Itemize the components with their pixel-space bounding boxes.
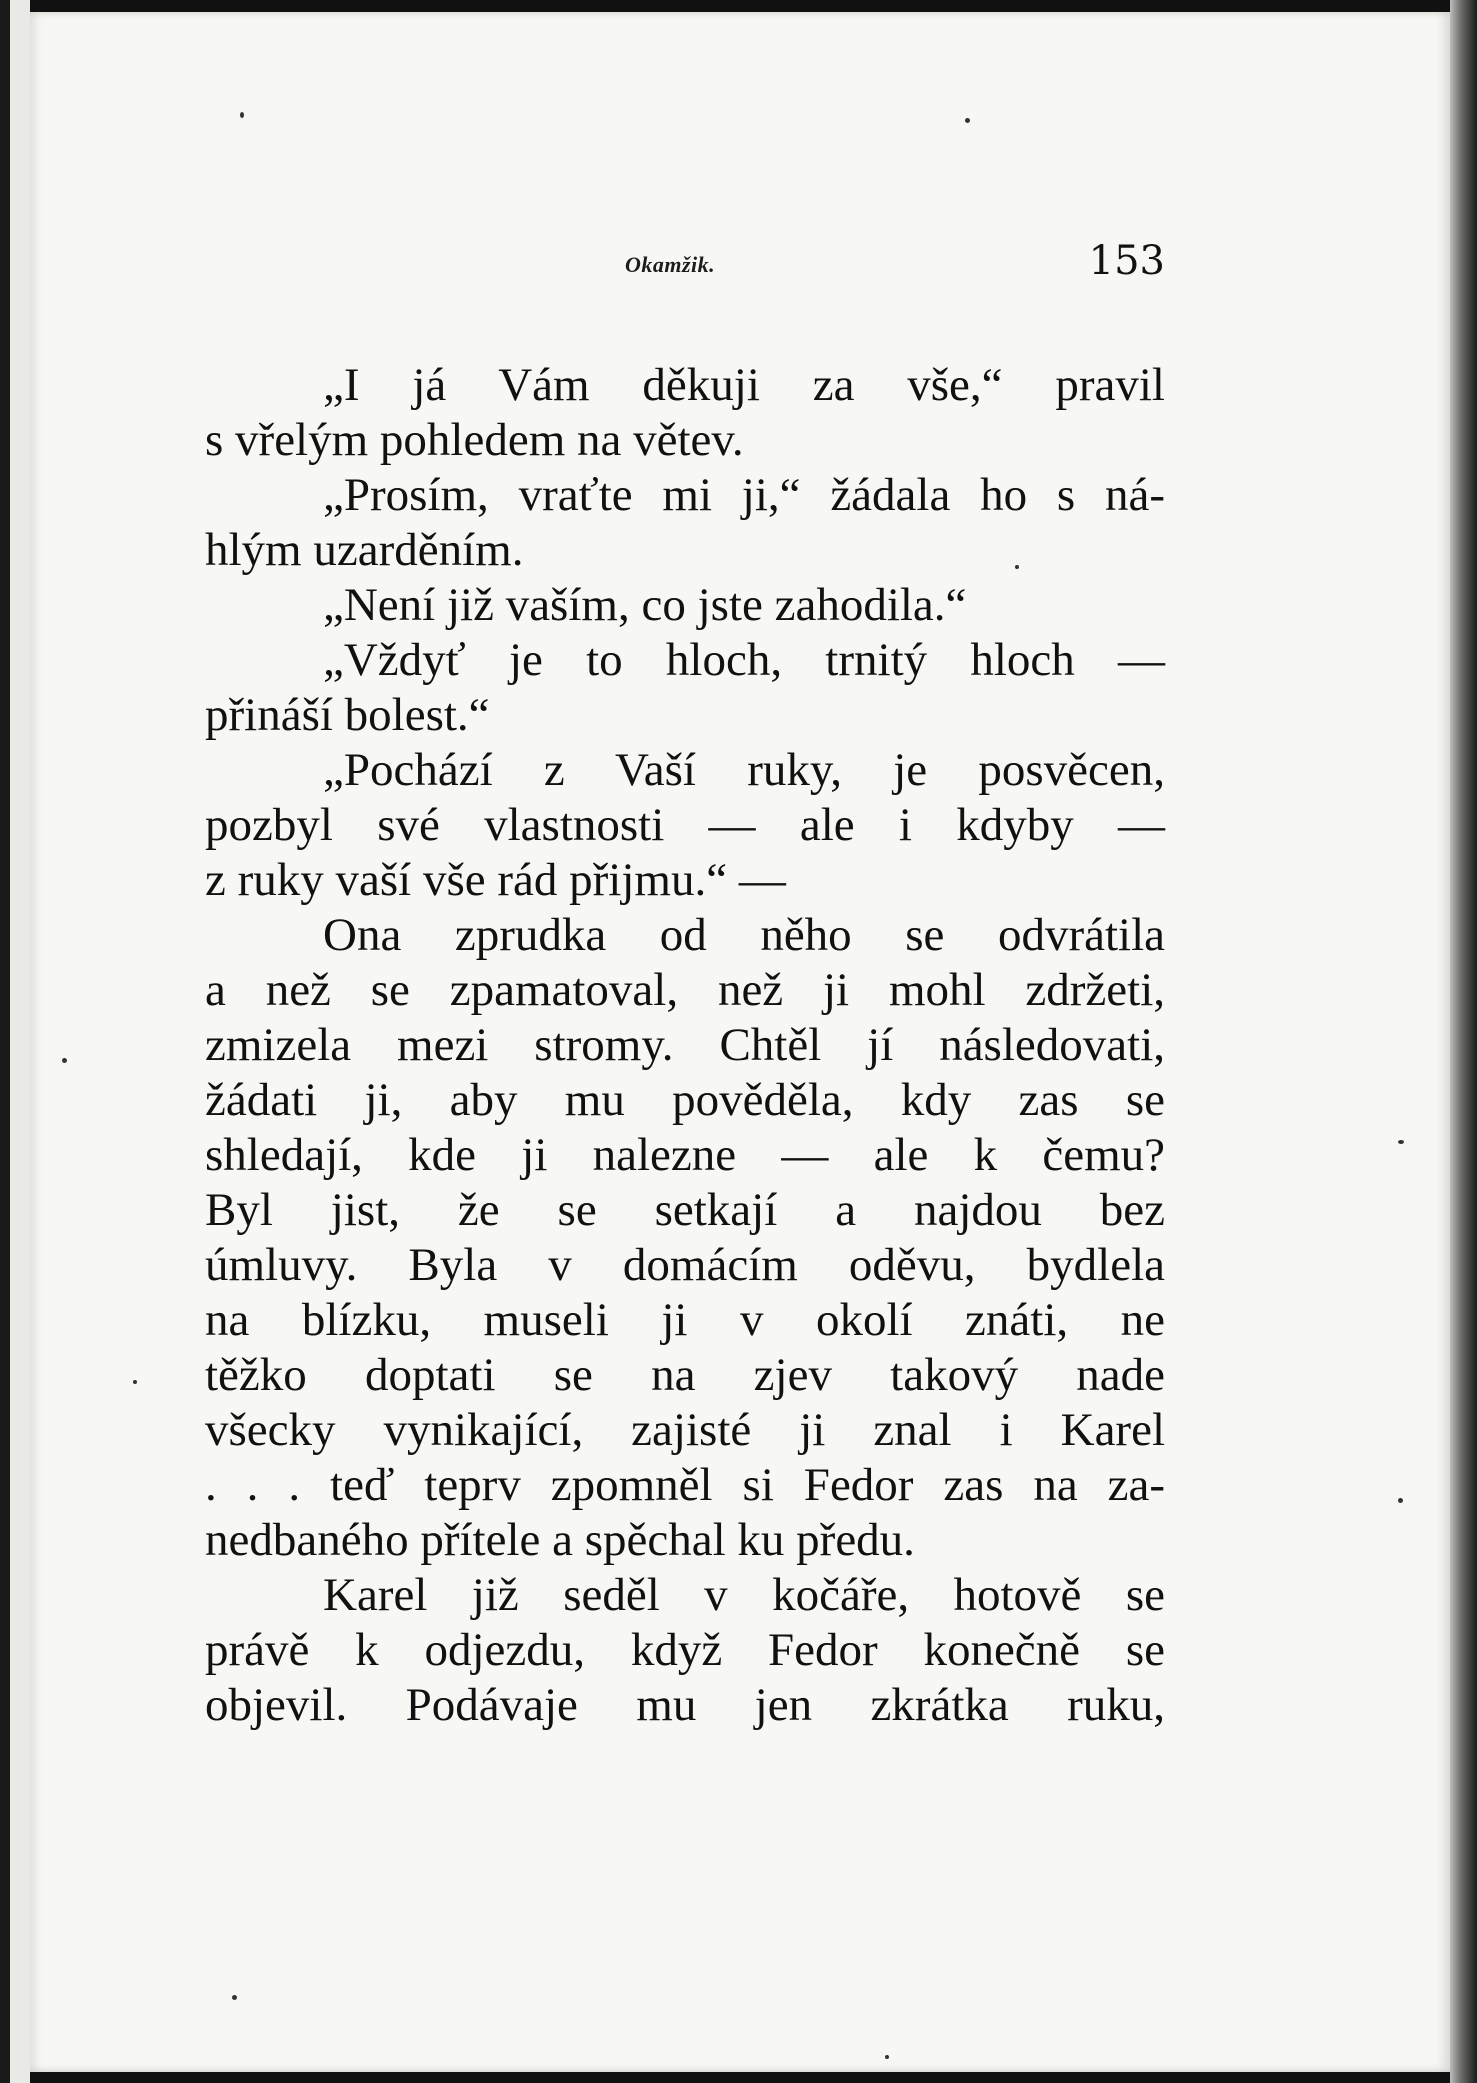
- running-head-title: Okamžik.: [625, 252, 716, 277]
- scan-speck: [62, 1058, 67, 1063]
- scan-speck: [965, 118, 970, 123]
- scan-speck: [1398, 1140, 1404, 1144]
- scan-speck: [133, 1380, 137, 1384]
- text-line: „Vždyť je to hloch, trnitý hloch —: [323, 634, 1165, 686]
- text-line: Ona zprudka od něho se odvrátila: [323, 909, 1165, 961]
- left-binding-shadow: [0, 0, 10, 2083]
- text-line: „Pochází z Vaší ruky, je posvěcen,: [323, 744, 1165, 796]
- text-line: nedbaného přítele a spěchal ku předu.: [205, 1514, 915, 1566]
- text-line: úmluvy. Byla v domácím oděvu, bydlela: [205, 1239, 1165, 1291]
- text-line: žádati ji, aby mu pověděla, kdy zas se: [205, 1074, 1165, 1126]
- text-line: „Prosím, vraťte mi ji,“ žádala ho s ná-: [323, 469, 1165, 521]
- scan-speck: [885, 2055, 889, 2059]
- page-number: 153: [1088, 238, 1165, 284]
- text-line: na blízku, museli ji v okolí znáti, ne: [205, 1294, 1165, 1346]
- scan-speck: [232, 1995, 237, 2000]
- text-line: Karel již seděl v kočáře, hotově se: [323, 1569, 1165, 1621]
- text-line: z ruky vaší vše rád přijmu.“ —: [205, 854, 786, 906]
- text-line: přináší bolest.“: [205, 689, 490, 741]
- text-line: Byl jist, že se setkají a najdou bez: [205, 1184, 1165, 1236]
- text-line: „I já Vám děkuji za vše,“ pravil: [323, 359, 1165, 411]
- text-line: . . . teď teprv zpomněl si Fedor zas na za-: [205, 1459, 1165, 1511]
- text-line: pozbyl své vlastnosti — ale i kdyby —: [205, 799, 1165, 851]
- left-margin-strip: [10, 0, 30, 2083]
- right-page-edge: [1450, 0, 1477, 2083]
- text-line: a než se zpamatoval, než ji mohl zdržeti,: [205, 964, 1165, 1016]
- text-line: objevil. Podávaje mu jen zkrátka ruku,: [205, 1679, 1165, 1731]
- text-line: hlým uzarděním.: [205, 524, 524, 576]
- text-line: s vřelým pohledem na větev.: [205, 414, 744, 466]
- body-text: [205, 358, 1165, 1733]
- scan-speck: [1015, 565, 1019, 569]
- scan-speck: [1398, 1498, 1403, 1503]
- text-line: „Není již vaším, co jste zahodila.“: [323, 579, 967, 631]
- running-head: [205, 238, 1165, 298]
- scan-speck: [240, 112, 244, 118]
- text-line: těžko doptati se na zjev takový nade: [205, 1349, 1165, 1401]
- text-line: právě k odjezdu, když Fedor konečně se: [205, 1624, 1165, 1676]
- text-line: shledají, kde ji nalezne — ale k čemu?: [205, 1129, 1165, 1181]
- text-line: všecky vynikající, zajisté ji znal i Karel: [205, 1404, 1165, 1456]
- text-line: zmizela mezi stromy. Chtěl jí následovati,: [205, 1019, 1165, 1071]
